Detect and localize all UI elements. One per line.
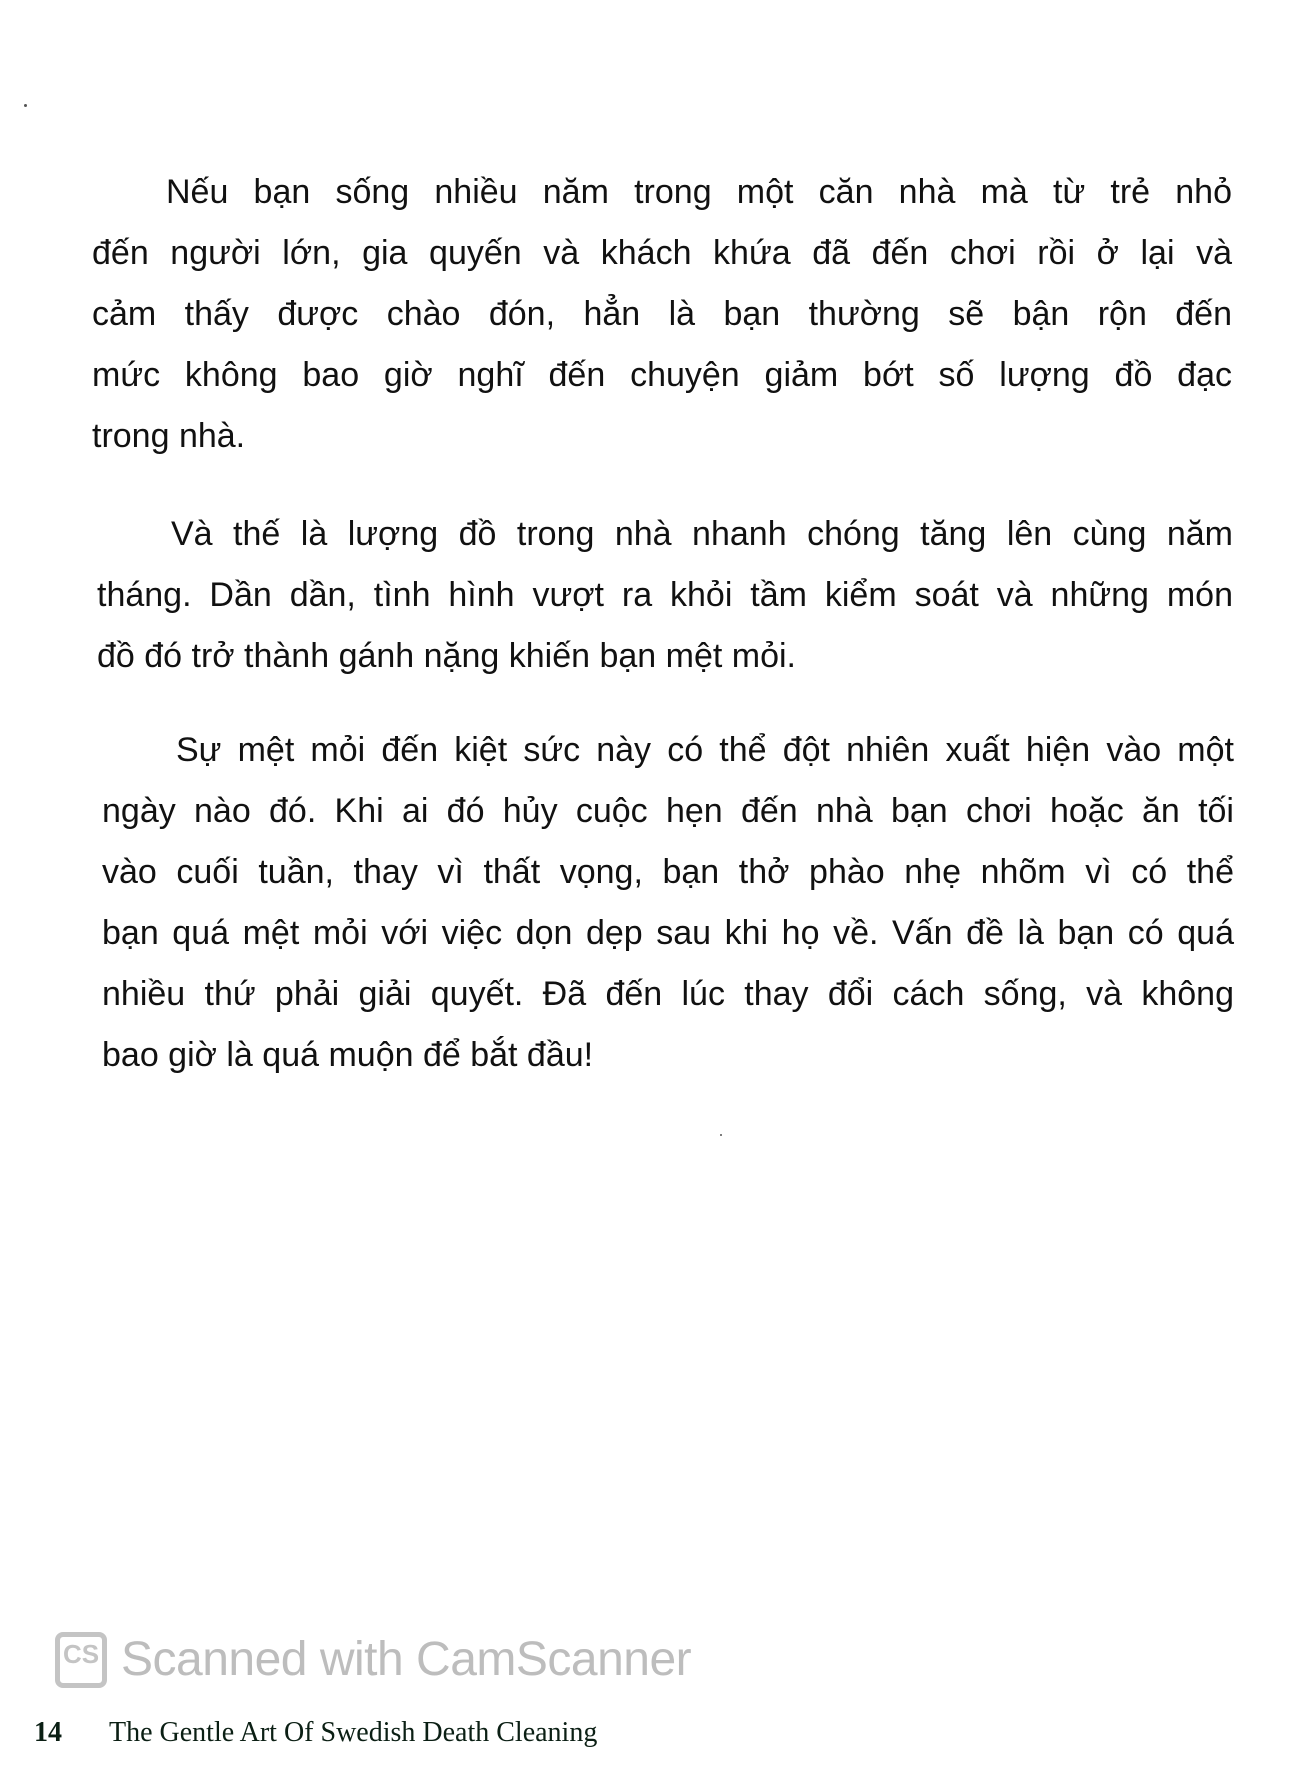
text-line: bạn quá mệt mỏi với việc dọn dẹp sau khi họ về. Vấn đề là bạn có quá (102, 914, 1234, 952)
paragraph-3 (102, 720, 1234, 1086)
text-line: Nếu bạn sống nhiều năm trong một căn nhà mà từ trẻ nhỏ (166, 173, 1232, 211)
paragraph-2 (97, 504, 1233, 687)
text-line: ngày nào đó. Khi ai đó hủy cuộc hẹn đến nhà bạn chơi hoặc ăn tối (102, 792, 1234, 830)
text-line: Sự mệt mỏi đến kiệt sức này có thể đột nhiên xuất hiện vào một (176, 731, 1234, 769)
page-number: 14 (34, 1717, 62, 1748)
text-line: tháng. Dần dần, tình hình vượt ra khỏi tầm kiểm soát và những món (97, 576, 1233, 614)
text-line: cảm thấy được chào đón, hẳn là bạn thường sẽ bận rộn đến (92, 295, 1232, 333)
text-line: mức không bao giờ nghĩ đến chuyện giảm bớt số lượng đồ đạc (92, 356, 1232, 394)
text-line: trong nhà. (92, 417, 246, 455)
text-line: nhiều thứ phải giải quyết. Đã đến lúc thay đổi cách sống, và không (102, 975, 1234, 1013)
text-line: vào cuối tuần, thay vì thất vọng, bạn thở phào nhẹ nhõm vì có thể (102, 853, 1234, 891)
text-line: đồ đó trở thành gánh nặng khiến bạn mệt mỏi. (97, 637, 796, 675)
camscanner-logo-icon: CS (55, 1632, 107, 1688)
text-line: bao giờ là quá muộn để bắt đầu! (102, 1036, 594, 1074)
text-line: đến người lớn, gia quyến và khách khứa đã đến chơi rồi ở lại và (92, 234, 1232, 272)
scan-speck (24, 104, 27, 107)
page-footer (34, 1716, 834, 1752)
book-title: The Gentle Art Of Swedish Death Cleaning (109, 1717, 598, 1748)
watermark-text: Scanned with CamScanner (121, 1633, 692, 1686)
scan-speck (720, 1134, 722, 1136)
paragraph-1 (92, 162, 1232, 467)
text-line: Và thế là lượng đồ trong nhà nhanh chóng tăng lên cùng năm (171, 515, 1233, 553)
camscanner-watermark (55, 1630, 691, 1690)
